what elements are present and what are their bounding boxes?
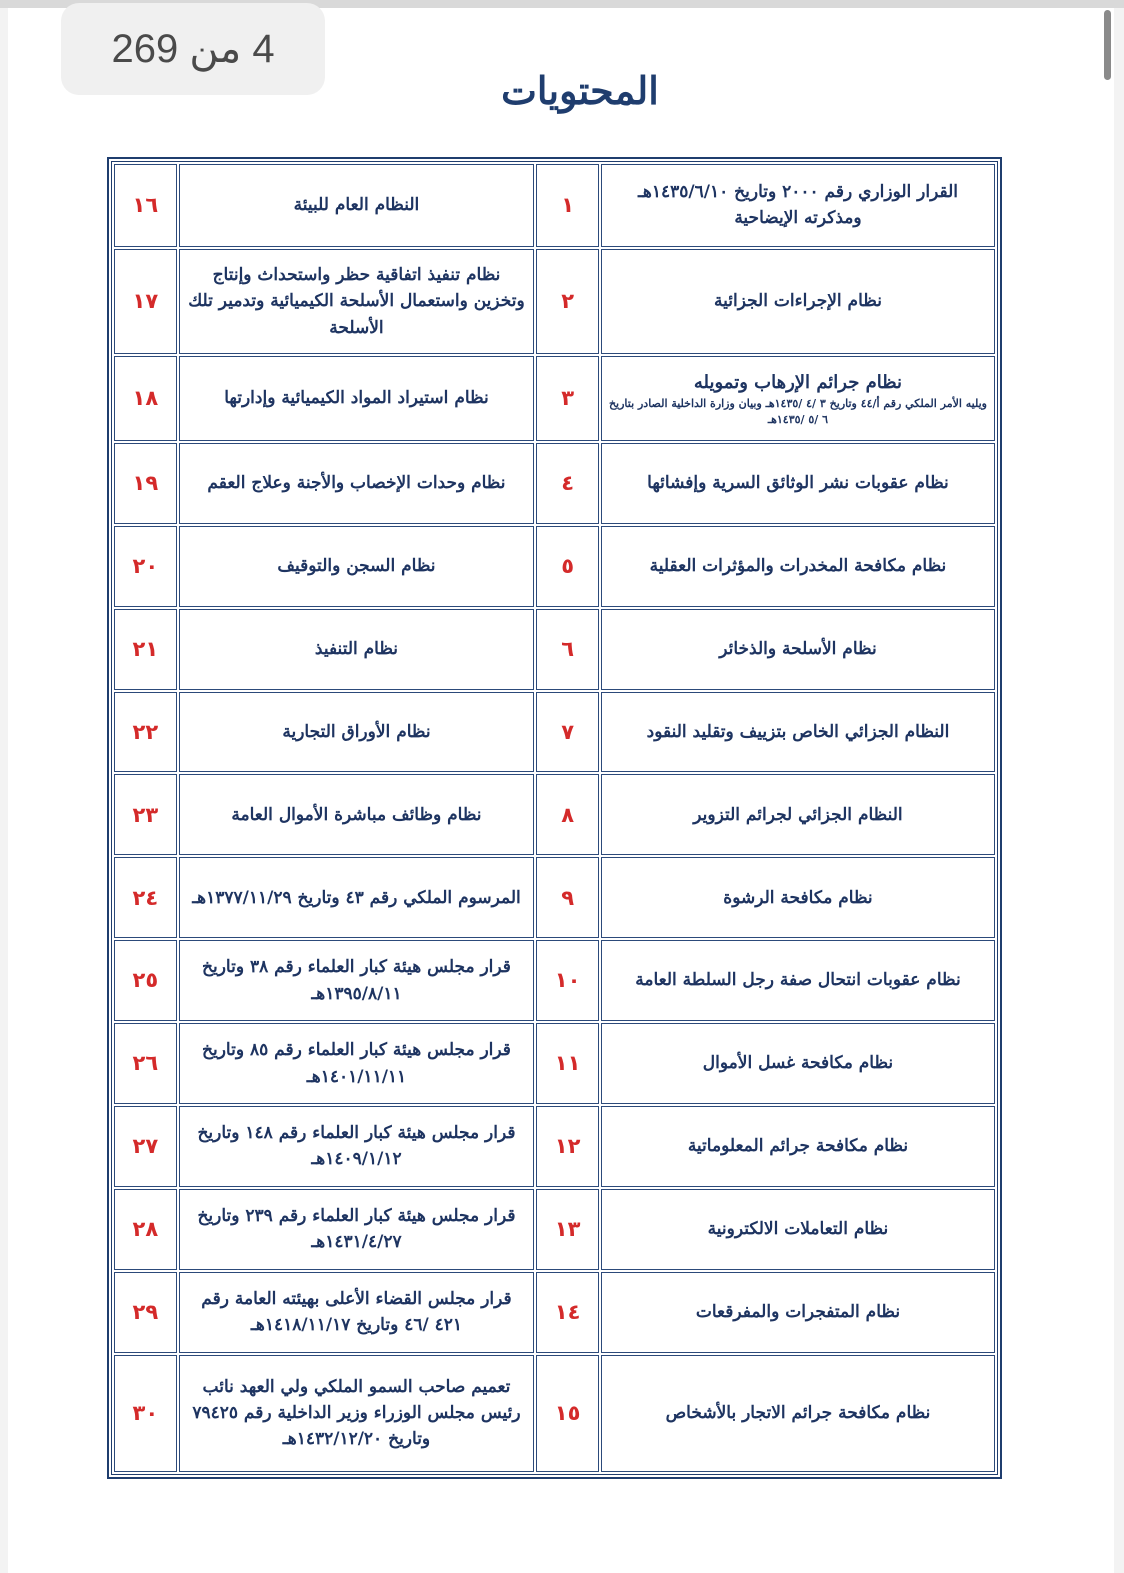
toc-item-title[interactable]: نظام التعاملات الالكترونية [601,1189,995,1270]
toc-item-title[interactable]: نظام عقوبات نشر الوثائق السرية وإفشائها [601,443,995,524]
toc-page-number[interactable]: ٣٠ [114,1355,177,1472]
toc-item-title[interactable]: قرار مجلس هيئة كبار العلماء رقم ٢٣٩ وتاريخ ١٤٣١/٤/٢٧هـ [179,1189,535,1270]
toc-item-title[interactable]: قرار مجلس هيئة كبار العلماء رقم ٣٨ وتاريخ ١٣٩٥/٨/١١هـ [179,940,535,1021]
toc-page-number[interactable]: ٣ [536,356,599,441]
table-row [114,443,995,524]
toc-table [108,158,1001,1478]
table-row [114,1272,995,1353]
toc-item-title[interactable]: قرار مجلس هيئة كبار العلماء رقم ١٤٨ وتاريخ ١٤٠٩/١/١٢هـ [179,1106,535,1187]
toc-item-title[interactable] [601,356,995,441]
toc-page-number[interactable]: ٢٠ [114,526,177,607]
toc-item-title[interactable]: نظام مكافحة الرشوة [601,857,995,938]
toc-item-title[interactable]: قرار مجلس القضاء الأعلى بهيئته العامة رقم ٤٢١ /٤٦ وتاريخ ١٤١٨/١١/١٧هـ [179,1272,535,1353]
toc-item-title[interactable]: نظام مكافحة المخدرات والمؤثرات العقلية [601,526,995,607]
table-row [114,692,995,773]
toc-item-title[interactable]: النظام الجزائي الخاص بتزييف وتقليد النقود [601,692,995,773]
toc-item-title[interactable]: نظام المتفجرات والمفرقعات [601,1272,995,1353]
toc-item-title[interactable]: نظام التنفيذ [179,609,535,690]
toc-page-number[interactable]: ١ [536,164,599,247]
table-row [114,249,995,354]
toc-page-number[interactable]: ٢٧ [114,1106,177,1187]
toc-page-number[interactable]: ١٢ [536,1106,599,1187]
toc-page-number[interactable]: ٦ [536,609,599,690]
toc-item-title[interactable]: المرسوم الملكي رقم ٤٣ وتاريخ ١٣٧٧/١١/٢٩هـ [179,857,535,938]
toc-item-main: نظام جرائم الإرهاب وتمويله [693,371,903,393]
toc-page-number[interactable]: ٤ [536,443,599,524]
toc-item-title[interactable]: نظام مكافحة غسل الأموال [601,1023,995,1104]
table-row [114,609,995,690]
toc-item-title[interactable]: نظام الأسلحة والذخائر [601,609,995,690]
toc-item-title[interactable]: نظام عقوبات انتحال صفة رجل السلطة العامة [601,940,995,1021]
table-row [114,1106,995,1187]
toc-item-title[interactable]: نظام استيراد المواد الكيميائية وإدارتها [179,356,535,441]
toc-page-number[interactable]: ١٣ [536,1189,599,1270]
toc-page-number[interactable]: ٢٤ [114,857,177,938]
toc-item-title[interactable]: نظام تنفيذ اتفاقية حظر واستحداث وإنتاج وتخزين واستعمال الأسلحة الكيميائية وتدمير تلك الأسلحة [179,249,535,354]
toc-page-number[interactable]: ١١ [536,1023,599,1104]
toc-page-number[interactable]: ١٨ [114,356,177,441]
toc-item-title[interactable]: نظام الإجراءات الجزائية [601,249,995,354]
table-row [114,1355,995,1472]
toc-page-number[interactable]: ٢٢ [114,692,177,773]
toc-item-title[interactable]: نظام وحدات الإخصاب والأجنة وعلاج العقم [179,443,535,524]
table-row [114,164,995,247]
toc-item-title[interactable]: النظام العام للبيئة [179,164,535,247]
page-title: المحتويات [501,68,659,113]
toc-page-number[interactable]: ١٦ [114,164,177,247]
toc-page-number[interactable]: ٢٥ [114,940,177,1021]
toc-page-number[interactable]: ٥ [536,526,599,607]
toc-item-title[interactable]: النظام الجزائي لجرائم التزوير [601,774,995,855]
table-row [114,526,995,607]
toc-page-number[interactable]: ١٤ [536,1272,599,1353]
toc-item-title[interactable]: تعميم صاحب السمو الملكي ولي العهد نائب رئيس مجلس الوزراء وزير الداخلية رقم ٧٩٤٢٥ وتاريخ ١٤٣٢/١٢/٢٠هـ [179,1355,535,1472]
toc-page-number[interactable]: ٢١ [114,609,177,690]
toc-page-number[interactable]: ٢٩ [114,1272,177,1353]
table-row [114,1023,995,1104]
toc-page-number[interactable]: ٩ [536,857,599,938]
toc-page-number[interactable]: ٢ [536,249,599,354]
table-row [114,356,995,441]
table-row [114,857,995,938]
toc-item-title[interactable]: قرار مجلس هيئة كبار العلماء رقم ٨٥ وتاريخ ١٤٠١/١١/١١هـ [179,1023,535,1104]
toc-page-number[interactable]: ١٩ [114,443,177,524]
toc-item-title[interactable]: نظام مكافحة جرائم الاتجار بالأشخاص [601,1355,995,1472]
toc-item-subtitle: ويليه الأمر الملكي رقم أ/٤٤ وتاريخ ٣ /٤ /١٤٣٥هـ وبيان وزارة الداخلية الصادر بتاريخ ٦ /٥ /١٤٣٥هـ [608,396,987,426]
toc-page-number[interactable]: ١٠ [536,940,599,1021]
table-row [114,940,995,1021]
toc-item-title[interactable]: القرار الوزاري رقم ٢٠٠٠ وتاريخ ١٤٣٥/٦/١٠هـ ومذكرته الإيضاحية [601,164,995,247]
scrollbar[interactable] [1104,10,1111,80]
toc-page-number[interactable]: ٨ [536,774,599,855]
toc-item-title[interactable]: نظام وظائف مباشرة الأموال العامة [179,774,535,855]
toc-item-title[interactable]: نظام السجن والتوقيف [179,526,535,607]
toc-page-number[interactable]: ١٧ [114,249,177,354]
toc-page-number[interactable]: ١٥ [536,1355,599,1472]
toc-item-title[interactable]: نظام الأوراق التجارية [179,692,535,773]
toc-page-number[interactable]: ٢٦ [114,1023,177,1104]
toc-page-number[interactable]: ٧ [536,692,599,773]
table-row [114,774,995,855]
page-indicator: 4 من 269 [61,3,325,95]
toc-item-title[interactable]: نظام مكافحة جرائم المعلوماتية [601,1106,995,1187]
toc-page-number[interactable]: ٢٣ [114,774,177,855]
toc-page-number[interactable]: ٢٨ [114,1189,177,1270]
table-row [114,1189,995,1270]
